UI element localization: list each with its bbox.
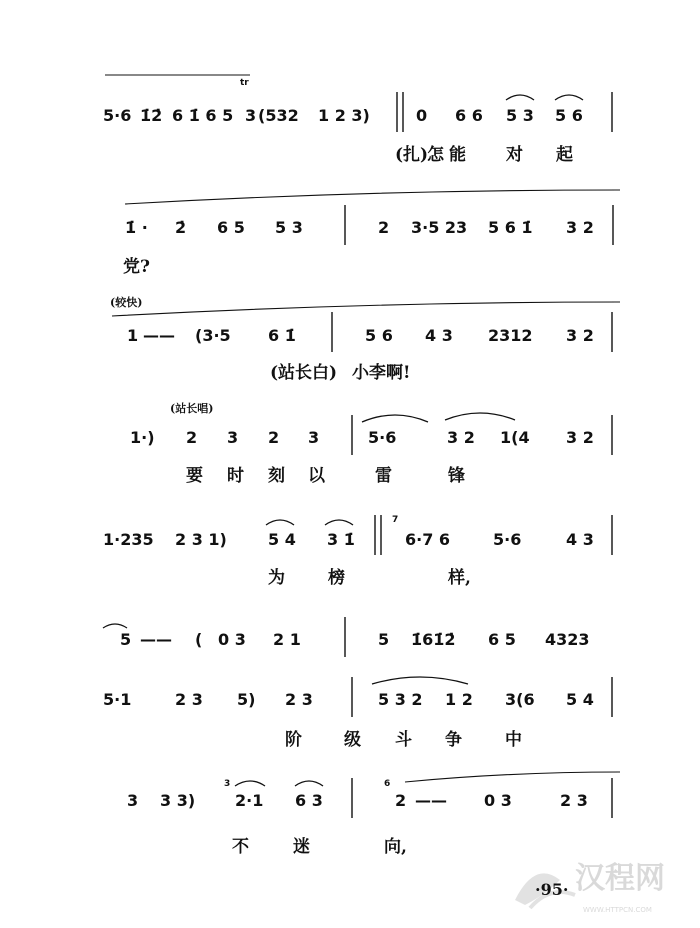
note-group: 5·6 — [103, 106, 132, 125]
note-group: 1̇ · — [125, 218, 148, 237]
note-group: 5·6 — [368, 428, 397, 447]
note-group: 4 3 — [566, 530, 594, 549]
note-group: 3 2 — [566, 428, 594, 447]
lyric: 要 — [186, 466, 203, 486]
note-group: 2 — [268, 428, 280, 447]
note-group: 2 3 — [285, 690, 313, 709]
note-group: 5 3 — [275, 218, 303, 237]
note-group: 5 6 1̇ — [488, 218, 533, 237]
note-group: 6 1̇ 6 5 — [172, 106, 234, 125]
lyric: 小李啊! — [352, 363, 411, 383]
lyric: 样, — [448, 568, 471, 588]
note-group: 5 3 — [506, 106, 534, 125]
phrase-line — [405, 772, 620, 782]
note-group: 3 — [245, 106, 257, 125]
note-group: 6 1̇ — [268, 326, 296, 345]
note-group: 5 3 2 — [378, 690, 423, 709]
note-group: 2 3 1) — [175, 530, 227, 549]
note-group: 1·) — [130, 428, 155, 447]
note-group: 5·6 — [493, 530, 522, 549]
slur — [362, 415, 428, 422]
watermark-url: WWW.HTTPCN.COM — [583, 906, 652, 914]
note-group: 5 4 — [566, 690, 594, 709]
lyric: 阶 — [285, 730, 302, 750]
note-group: 6 5 — [217, 218, 245, 237]
lyric: 斗 — [395, 730, 412, 750]
note-group: 3(6 — [505, 690, 535, 709]
note-group: —— — [415, 791, 447, 810]
note-group: 3 2 — [447, 428, 475, 447]
watermark-text: 汉程网 — [575, 861, 665, 896]
note-group: 3 2 — [566, 218, 594, 237]
note-group: 2 1 — [273, 630, 301, 649]
lyric: 对 — [506, 145, 523, 165]
slur — [506, 95, 534, 100]
watermark-logo — [505, 850, 690, 920]
note-group: 3 — [308, 428, 320, 447]
note-group: 5 — [378, 630, 390, 649]
note-group: 2 — [395, 791, 407, 810]
tie — [103, 624, 127, 628]
lyric: 党? — [123, 257, 150, 277]
slur — [555, 95, 583, 100]
note-group: ( — [195, 630, 203, 649]
lyric: 中 — [505, 730, 522, 750]
note-group: 2̇ — [175, 218, 187, 237]
lyric: 不 — [232, 837, 249, 857]
note-group: 2 — [378, 218, 390, 237]
note-group: 3 3) — [160, 791, 196, 810]
note-group: 5 4 — [268, 530, 296, 549]
lyric: 锋 — [448, 466, 465, 486]
note-group: 6·7 6 — [405, 530, 451, 549]
note-group: 1(4 — [500, 428, 530, 447]
note-group: 0 3 — [484, 791, 512, 810]
note-group: 2 — [186, 428, 198, 447]
ornament-mark: tr — [240, 78, 249, 88]
note-group: 2 3 — [560, 791, 588, 810]
note-group: 6 5 — [488, 630, 516, 649]
slur — [372, 677, 468, 684]
note-group: (532 — [258, 106, 299, 125]
note-group: 1̇2̇ — [140, 106, 163, 125]
note-group: 5 — [120, 630, 132, 649]
lyric: 以 — [308, 466, 325, 486]
note-group: 5) — [237, 690, 256, 709]
lyric: 向, — [384, 837, 407, 857]
note-group: 1 — [127, 326, 139, 345]
slur — [295, 781, 323, 786]
lyric: 雷 — [375, 466, 392, 486]
note-group: 6 6 — [455, 106, 483, 125]
slur — [235, 781, 265, 786]
note-group: 4323 — [545, 630, 590, 649]
lyric: 起 — [556, 145, 573, 165]
note-group: 1̇61̇2̇ — [411, 630, 456, 649]
note-group: 1 2 3) — [318, 106, 370, 125]
note-group: 5 6 — [365, 326, 393, 345]
lyric: (扎) — [395, 145, 429, 165]
note-group: 6 3 — [295, 791, 323, 810]
lyric: 时 — [227, 466, 244, 486]
note-group: 5 6 — [555, 106, 583, 125]
page-number: ·95· — [535, 880, 569, 899]
slur — [325, 520, 353, 525]
lyric: 怎 — [427, 145, 444, 165]
phrase-line — [125, 190, 620, 204]
slur — [266, 520, 294, 525]
note-group: —— — [143, 326, 175, 345]
role-marking: (站长唱) — [170, 402, 214, 415]
note-group: 3 2 — [566, 326, 594, 345]
lyric: 争 — [445, 730, 462, 750]
note-group: 0 — [416, 106, 428, 125]
note-group: 3 1̇ — [327, 530, 355, 549]
lyric: (站长白) — [270, 363, 338, 383]
note-group: 0 3 — [218, 630, 246, 649]
note-group: —— — [140, 630, 172, 649]
note-group: (3·5 — [195, 326, 231, 345]
slur — [445, 413, 515, 420]
note-group: 4 3 — [425, 326, 453, 345]
note-group: 2 3 — [175, 690, 203, 709]
note-group: 5·1 — [103, 690, 132, 709]
note-group: 3 — [127, 791, 139, 810]
lyric: 刻 — [268, 466, 285, 486]
tempo-marking: (较快) — [110, 296, 143, 309]
lyric: 级 — [344, 730, 361, 750]
note-group: 2312 — [488, 326, 533, 345]
grace-note: 6 — [384, 779, 391, 789]
note-group: 1 2 — [445, 690, 473, 709]
grace-note: 7 — [392, 515, 399, 525]
phrase-line — [112, 302, 620, 316]
lyric: 榜 — [328, 568, 345, 588]
grace-note: 3 — [224, 779, 231, 789]
note-group: 1·235 — [103, 530, 154, 549]
lyric: 为 — [268, 568, 285, 588]
note-group: 3 — [227, 428, 239, 447]
note-group: 3·5 23 — [411, 218, 468, 237]
lyric: 能 — [449, 145, 466, 165]
lyric: 迷 — [293, 837, 310, 857]
note-group: 2·1 — [235, 791, 264, 810]
